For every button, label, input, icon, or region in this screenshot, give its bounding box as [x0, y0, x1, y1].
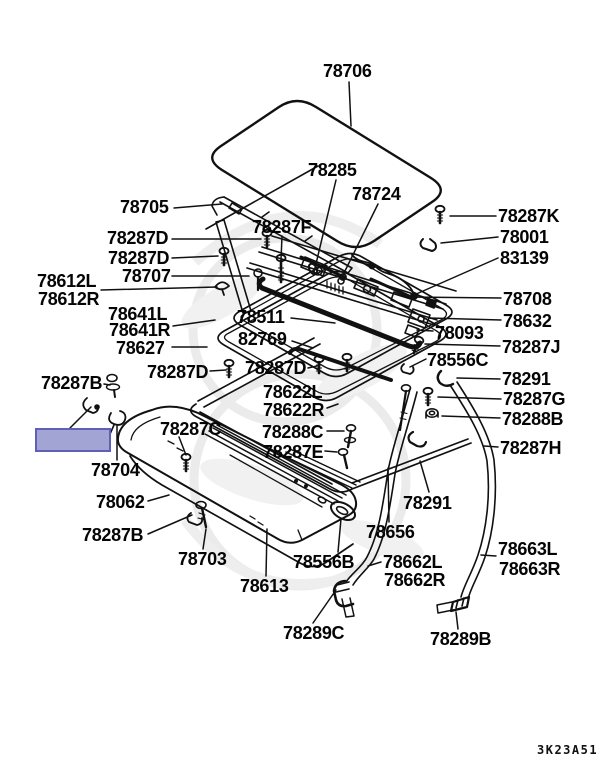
leader-line [179, 437, 186, 455]
part-label-78641R[interactable]: 78641R [109, 320, 171, 340]
part-label-78707[interactable]: 78707 [122, 266, 171, 286]
leader-line [407, 297, 501, 298]
part-label-78289B[interactable]: 78289B [430, 629, 492, 649]
part-label-78612L[interactable]: 78612L [37, 271, 97, 291]
part-label-78708[interactable]: 78708 [503, 289, 552, 309]
part-label-78663R[interactable]: 78663R [499, 559, 561, 579]
part-label-78662L[interactable]: 78662L [383, 552, 443, 572]
left-drain-connector [334, 581, 354, 617]
leader-line [484, 446, 498, 447]
part-label-78724[interactable]: 78724 [352, 184, 401, 204]
part-label-78287H[interactable]: 78287H [500, 438, 562, 458]
drain-grommet-right [438, 371, 453, 386]
leader-line [425, 344, 500, 346]
leader-line [410, 359, 426, 367]
part-label-78287B[interactable]: 78287B [41, 373, 103, 393]
part-label-78705[interactable]: 78705 [120, 197, 169, 217]
part-label-78093[interactable]: 78093 [435, 323, 484, 343]
part-label-78622L[interactable]: 78622L [263, 382, 323, 402]
part-label-78287D[interactable]: 78287D [107, 228, 169, 248]
drawing-code: 3K23A51 [537, 743, 599, 757]
part-label-78287D[interactable]: 78287D [245, 358, 307, 378]
leader-line [148, 495, 169, 501]
part-label-78656[interactable]: 78656 [366, 522, 415, 542]
leader-line [388, 468, 389, 522]
part-label-78556B[interactable]: 78556B [293, 552, 355, 572]
leader-line [429, 318, 501, 320]
part-label-78287C[interactable]: 78287C [160, 419, 222, 439]
leader-line [438, 397, 501, 399]
flange-nut [426, 409, 438, 417]
leader-line [210, 370, 226, 371]
part-label-78641L[interactable]: 78641L [108, 304, 168, 324]
part-label-78704[interactable]: 78704 [91, 460, 140, 480]
part-label-78287J[interactable]: 78287J [502, 337, 561, 357]
part-label-78511[interactable]: 78511 [237, 307, 285, 327]
leader-line [313, 590, 336, 623]
part-label-78287D[interactable]: 78287D [147, 362, 209, 382]
part-label-78613[interactable]: 78613 [240, 576, 289, 596]
part-label-78285[interactable]: 78285 [308, 160, 357, 180]
part-label-83139[interactable]: 83139 [500, 248, 549, 268]
part-label-78662R[interactable]: 78662R [384, 570, 446, 590]
part-label-78627[interactable]: 78627 [116, 338, 165, 358]
leader-line [172, 256, 218, 258]
part-label-78287B[interactable]: 78287B [82, 525, 144, 545]
leader-line [417, 330, 433, 331]
leader-line [281, 236, 282, 260]
part-label-78703[interactable]: 78703 [178, 549, 227, 569]
leader-line [338, 519, 341, 552]
part-label-78289C[interactable]: 78289C [283, 623, 345, 643]
drain-fitting-rear [409, 432, 426, 447]
part-label-78287F[interactable]: 78287F [252, 217, 312, 237]
leader-line [266, 529, 267, 576]
part-label-78706[interactable]: 78706 [323, 61, 372, 81]
part-label-78622R[interactable]: 78622R [263, 400, 325, 420]
leader-line [420, 461, 429, 492]
part-label-78632[interactable]: 78632 [503, 311, 552, 331]
part-label-78287E[interactable]: 78287E [263, 442, 324, 462]
highlighted-part-box[interactable] [35, 428, 111, 452]
leader-line [414, 258, 498, 295]
part-label-78291[interactable]: 78291 [403, 493, 452, 513]
part-label-78287K[interactable]: 78287K [498, 206, 560, 226]
leader-line [291, 318, 335, 323]
part-label-78612R[interactable]: 78612R [38, 289, 100, 309]
part-label-82769[interactable]: 82769 [238, 329, 287, 349]
part-label-78288B[interactable]: 78288B [502, 409, 564, 429]
part-label-78287D[interactable]: 78287D [108, 248, 170, 268]
part-label-78663L[interactable]: 78663L [498, 539, 558, 559]
leader-line [457, 378, 500, 379]
part-label-78062[interactable]: 78062 [96, 492, 145, 512]
leader-line [70, 407, 91, 428]
part-label-78287G[interactable]: 78287G [503, 389, 566, 409]
leader-line [325, 451, 337, 452]
drain-hole [317, 496, 326, 504]
leader-line [442, 416, 500, 418]
part-label-78001[interactable]: 78001 [500, 227, 549, 247]
part-label-78556C[interactable]: 78556C [427, 350, 489, 370]
leader-line [441, 237, 498, 243]
leader-line [349, 82, 351, 126]
right-drain-hose [450, 382, 495, 599]
right-drain-connector [437, 597, 469, 613]
part-label-78291[interactable]: 78291 [502, 369, 551, 389]
leader-line [104, 384, 110, 385]
drain-spout [328, 498, 358, 523]
part-label-78288C[interactable]: 78288C [262, 422, 324, 442]
leader-line [174, 204, 222, 208]
leader-line [456, 612, 458, 629]
leader-line [481, 555, 496, 556]
